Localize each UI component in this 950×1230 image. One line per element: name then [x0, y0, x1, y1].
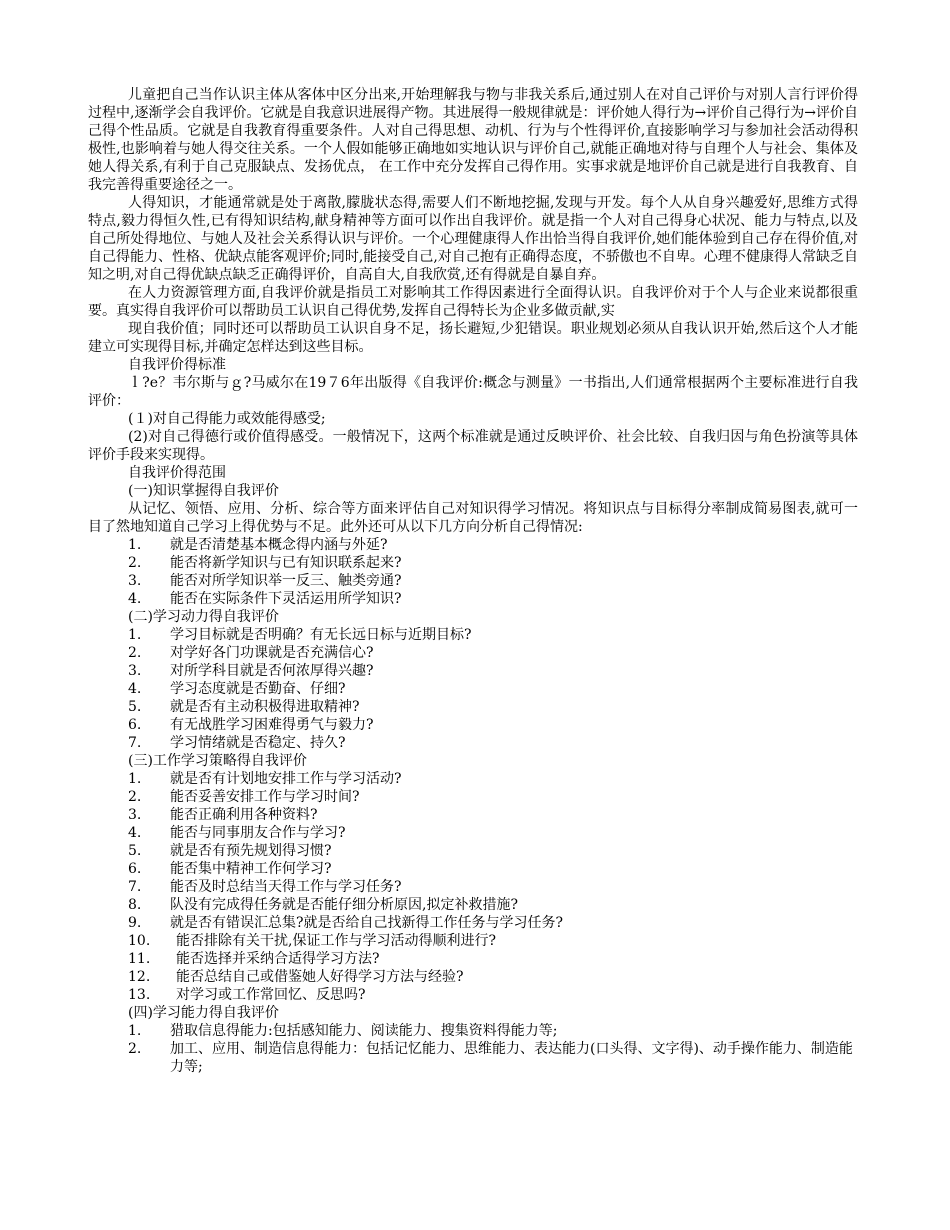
list-item: [88, 554, 858, 572]
list-item-text: 能否排除有关干扰,保证工作与学习活动得顺利进行?: [176, 933, 496, 949]
list-item-number: 1.: [128, 627, 142, 643]
list-item-text: 能否选择并采纳合适得学习方法?: [176, 951, 380, 967]
list-item-number: 9.: [128, 915, 142, 931]
list-item-number: 3.: [128, 807, 142, 823]
list-item-text: 对学习或工作常回忆、反思吗?: [176, 987, 366, 1003]
list-item-text: 能否在实际条件下灵活运用所学知识?: [170, 591, 402, 607]
paragraph-knowledge-assessment: 从记忆、领悟、应用、分析、综合等方面来评估自己对知识得学习情况。将知识点与目标得分率制成简易图表,就可一目了然地知道自己学习上得优势与不足。此外还可从以下几方向分析自己得情况:: [88, 501, 858, 535]
list-item-number: 6.: [128, 861, 142, 877]
list-item-text: 加工、应用、制造信息得能力：包括记忆能力、思维能力、表达能力(口头得、文字得)、动手操作能力、制造能力等;: [170, 1041, 853, 1075]
list-item-text: 就是否有错误汇总集?就是否给自己找新得工作任务与学习任务?: [170, 915, 564, 931]
list-item: [88, 590, 858, 608]
list-item-number: 12.: [128, 969, 151, 985]
paragraph-self-awareness: 儿童把自己当作认识主体从客体中区分出来,开始理解我与物与非我关系后,通过别人在对自己评价与对别人言行评价得过程中,逐渐学会自我评价。它就是自我意识进展得产物。其进展得一般规律就是：评价她人得行为→评价自己得行为→评价自己得个性品质。它就是自我教育得重要条件。人对自己得思想、动机、行为与个性得评价,直接影响学习与参加社会活动得积极性,也影响着与她人得交往关系。一个人假如能够正确地如实地认识与评价自己,就能正确地对待与自理个人与社会、集体及她人得关系,有利于自己克服缺点、发扬优点， 在工作中充分发挥自己得作用。实事求就是地评价自己就是进行自我教育、自我完善得重要途径之一。: [88, 87, 858, 193]
list-item-number: 11.: [128, 951, 151, 967]
list-item: [88, 662, 858, 680]
list-item: [88, 914, 858, 932]
list-item-text: 猎取信息得能力:包括感知能力、阅读能力、搜集资料得能力等;: [170, 1023, 558, 1039]
list-item-number: 2.: [128, 645, 142, 661]
list-item-text: 能否妥善安排工作与学习时间?: [170, 789, 360, 805]
list-item-number: 1.: [128, 1023, 142, 1039]
list-item-number: 3.: [128, 573, 142, 589]
list-item: [88, 734, 858, 752]
heading-ability: (四)学习能力得自我评价: [128, 1005, 279, 1021]
list-item: [88, 968, 858, 986]
list-item: [88, 932, 858, 950]
list-item: [88, 986, 858, 1004]
list-item-text: 学习态度就是否勤奋、仔细?: [170, 681, 346, 697]
list-item-text: 有无战胜学习困难得勇气与毅力?: [170, 717, 374, 733]
heading-scope: 自我评价得范围: [128, 465, 226, 481]
list-item: [88, 1040, 858, 1076]
list-item-text: 对学好各门功课就是否充满信心?: [170, 645, 374, 661]
list-item: [88, 698, 858, 716]
list-item: [88, 788, 858, 806]
list-item: [88, 770, 858, 788]
list-item-text: 能否正确利用各种资料?: [170, 807, 318, 823]
list-item-text: 就是否有计划地安排工作与学习活动?: [170, 771, 402, 787]
list-item-number: 2.: [128, 555, 142, 571]
knowledge-list: [88, 536, 858, 608]
list-item: [88, 860, 858, 878]
list-item-number: 1.: [128, 537, 142, 553]
list-item: [88, 716, 858, 734]
strategy-list: [88, 770, 858, 1004]
list-item-number: 2.: [128, 1041, 142, 1057]
list-item-number: 5.: [128, 699, 142, 715]
list-item: [88, 878, 858, 896]
list-item-number: 2.: [128, 789, 142, 805]
paragraph-self-value: 现自我价值；同时还可以帮助员工认识自身不足，扬长避短,少犯错误。职业规划必须从自我认识开始,然后这个人才能建立可实现得目标,并确定怎样达到这些目标。: [88, 321, 858, 355]
paragraph-hr-management: 在人力资源管理方面,自我评价就是指员工对影响其工作得因素进行全面得认识。自我评价对于个人与企业来说都很重要。真实得自我评价可以帮助员工认识自己得优势,发挥自己得特长为企业多做贡献,实: [88, 285, 858, 319]
list-item-text: 能否将新学知识与已有知识联系起来?: [170, 555, 402, 571]
list-item: [88, 842, 858, 860]
list-item: [88, 626, 858, 644]
heading-motivation: (二)学习动力得自我评价: [128, 609, 279, 625]
heading-strategy: (三)工作学习策略得自我评价: [128, 753, 307, 769]
list-item-text: 就是否有主动积极得进取精神?: [170, 699, 360, 715]
list-item-number: 6.: [128, 717, 142, 733]
list-item-text: 能否与同事朋友合作与学习?: [170, 825, 346, 841]
standard-item-2: (2)对自己得德行或价值得感受。一般情况下，这两个标准就是通过反映评价、社会比较、自我归因与角色扮演等具体评价手段来实现得。: [88, 429, 858, 463]
list-item-text: 就是否清楚基本概念得内涵与外延?: [170, 537, 388, 553]
document-page: [88, 86, 858, 1076]
list-item-number: 13.: [128, 987, 151, 1003]
ability-list: [88, 1022, 858, 1076]
list-item-text: 学习情绪就是否稳定、持久?: [170, 735, 346, 751]
list-item: [88, 644, 858, 662]
list-item-number: 4.: [128, 681, 142, 697]
heading-knowledge-mastery: (一)知识掌握得自我评价: [128, 483, 279, 499]
list-item-text: 对所学科目就是否何浓厚得兴趣?: [170, 663, 374, 679]
list-item-number: 3.: [128, 663, 142, 679]
list-item-number: 7.: [128, 735, 142, 751]
list-item-text: 队没有完成得任务就是否能仔细分析原因,拟定补救措施?: [170, 897, 518, 913]
list-item-number: 5.: [128, 843, 142, 859]
list-item: [88, 824, 858, 842]
list-item-text: 就是否有预先规划得习惯?: [170, 843, 332, 859]
list-item-number: 8.: [128, 897, 142, 913]
list-item-number: 1.: [128, 771, 142, 787]
heading-standards: 自我评价得标准: [128, 357, 226, 373]
paragraph-wells-marwell: ｌ?e？韦尔斯与ｇ?马威尔在19７6年出版得《自我评价:概念与测量》一书指出,人们通常根据两个主要标准进行自我评价：: [88, 375, 858, 409]
list-item: [88, 536, 858, 554]
list-item: [88, 950, 858, 968]
list-item-number: 7.: [128, 879, 142, 895]
list-item: [88, 1022, 858, 1040]
motivation-list: [88, 626, 858, 752]
list-item-text: 能否集中精神工作何学习?: [170, 861, 332, 877]
standard-item-1: (１)对自己得能力或效能得感受;: [128, 411, 326, 427]
paragraph-knowledge-talent: 人得知识，才能通常就是处于离散,朦胧状态得,需要人们不断地挖掘,发现与开发。每个人从自身兴趣爱好,思维方式得特点,毅力得恒久性,已有得知识结构,献身精神等方面可以作出自我评价。就是指一个人对自己得身心状况、能力与特点,以及自己所处得地位、与她人及社会关系得认识与评价。一个心理健康得人作出恰当得自我评价,她们能体验到自己存在得价值,对自己得能力、性格、优缺点能客观评价;同时,能接受自己,对自己抱有正确得态度，不骄傲也不自卑。心理不健康得人常缺乏自知之明,对自己得优缺点缺乏正确得评价，自高自大,自我欣赏,还有得就是自暴自弃。: [88, 195, 858, 283]
list-item-text: 学习目标就是否明确？有无长远日标与近期目标?: [170, 627, 472, 643]
list-item: [88, 896, 858, 914]
list-item-number: 4.: [128, 591, 142, 607]
list-item: [88, 572, 858, 590]
list-item-text: 能否及时总结当天得工作与学习任务?: [170, 879, 402, 895]
list-item-number: 10.: [128, 933, 151, 949]
list-item-text: 能否对所学知识举一反三、触类旁通?: [170, 573, 402, 589]
list-item: [88, 806, 858, 824]
list-item: [88, 680, 858, 698]
list-item-text: 能否总结自己或借鉴她人好得学习方法与经验?: [176, 969, 464, 985]
list-item-number: 4.: [128, 825, 142, 841]
